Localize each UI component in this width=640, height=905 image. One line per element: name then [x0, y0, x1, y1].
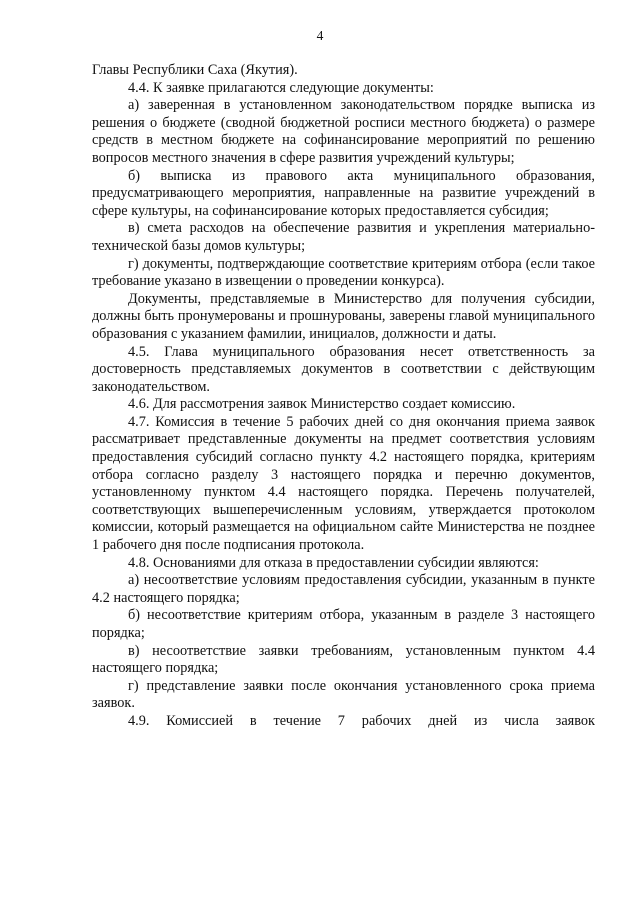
paragraph-4-8-a: а) несоответствие условиям предоставления субсидии, указанным в пункте 4.2 настоящего порядка; — [92, 572, 595, 606]
paragraph-4-5: 4.5. Глава муниципального образования несет ответственность за достоверность представляемых документов в соответствии с действующим законодательством. — [92, 343, 595, 395]
paragraph-4-4-v: в) смета расходов на обеспечение развития и укрепления материально-технической базы домов культуры; — [92, 220, 595, 254]
paragraph-4-8: 4.8. Основаниями для отказа в предоставлении субсидии являются: — [128, 554, 539, 571]
document-body — [92, 62, 595, 731]
paragraph-4-4-a: а) заверенная в установленном законодательством порядке выписка из решения о бюджете (сводной бюджетной росписи местного бюджета) о размере средств в местном бюджете на софинансирование мероприятий по решению вопросов местного значения в сфере развития учреждений культуры; — [92, 97, 595, 166]
paragraph-documents-requirements: Документы, представляемые в Министерство для получения субсидии, должны быть пронумерованы и прошнурованы, заверены главой муниципального образования с указанием фамилии, инициалов, должности и даты. — [92, 290, 595, 342]
paragraph-4-4-g: г) документы, подтверждающие соответствие критериям отбора (если такое требование указано в извещении о проведении конкурса). — [92, 255, 595, 290]
paragraph-4-4: 4.4. К заявке прилагаются следующие документы: — [128, 79, 434, 96]
page-number: 4 — [316, 28, 324, 43]
paragraph-4-8-g: г) представление заявки после окончания установленного срока приема заявок. — [92, 677, 595, 712]
paragraph-4-6: 4.6. Для рассмотрения заявок Министерство создает комиссию. — [128, 396, 516, 413]
paragraph-4-7: 4.7. Комиссия в течение 5 рабочих дней со дня окончания приема заявок рассматривает представленные документы на предмет соответствия условиям предоставления субсидий согласно пункту 4.2 настоящего порядка, критериям отбора согласно разделу 3 настоящего порядка и перечню документов, установленному пунктом 4.4 настоящего порядка. Перечень получателей, соответствующих вышеперечисленным условиям, утверждается протоколом комиссии, который размещается на официальном сайте Министерства не позднее 1 рабочего дня после подписания протокола. — [92, 413, 595, 554]
paragraph-4-4-b: б) выписка из правового акта муниципального образования, предусматривающего мероприятия, направленные на развитие учреждений в сфере культуры, на софинансирование которых предоставляется субсидия; — [92, 167, 595, 219]
paragraph-4-8-v: в) несоответствие заявки требованиям, установленным пунктом 4.4 настоящего порядка; — [92, 642, 595, 677]
paragraph-4-9: 4.9. Комиссией в течение 7 рабочих дней из числа заявок — [128, 712, 595, 729]
paragraph-4-8-b: б) несоответствие критериям отбора, указанным в разделе 3 настоящего порядка; — [92, 607, 595, 641]
paragraph-continuation: Главы Республики Саха (Якутия). — [92, 62, 298, 78]
